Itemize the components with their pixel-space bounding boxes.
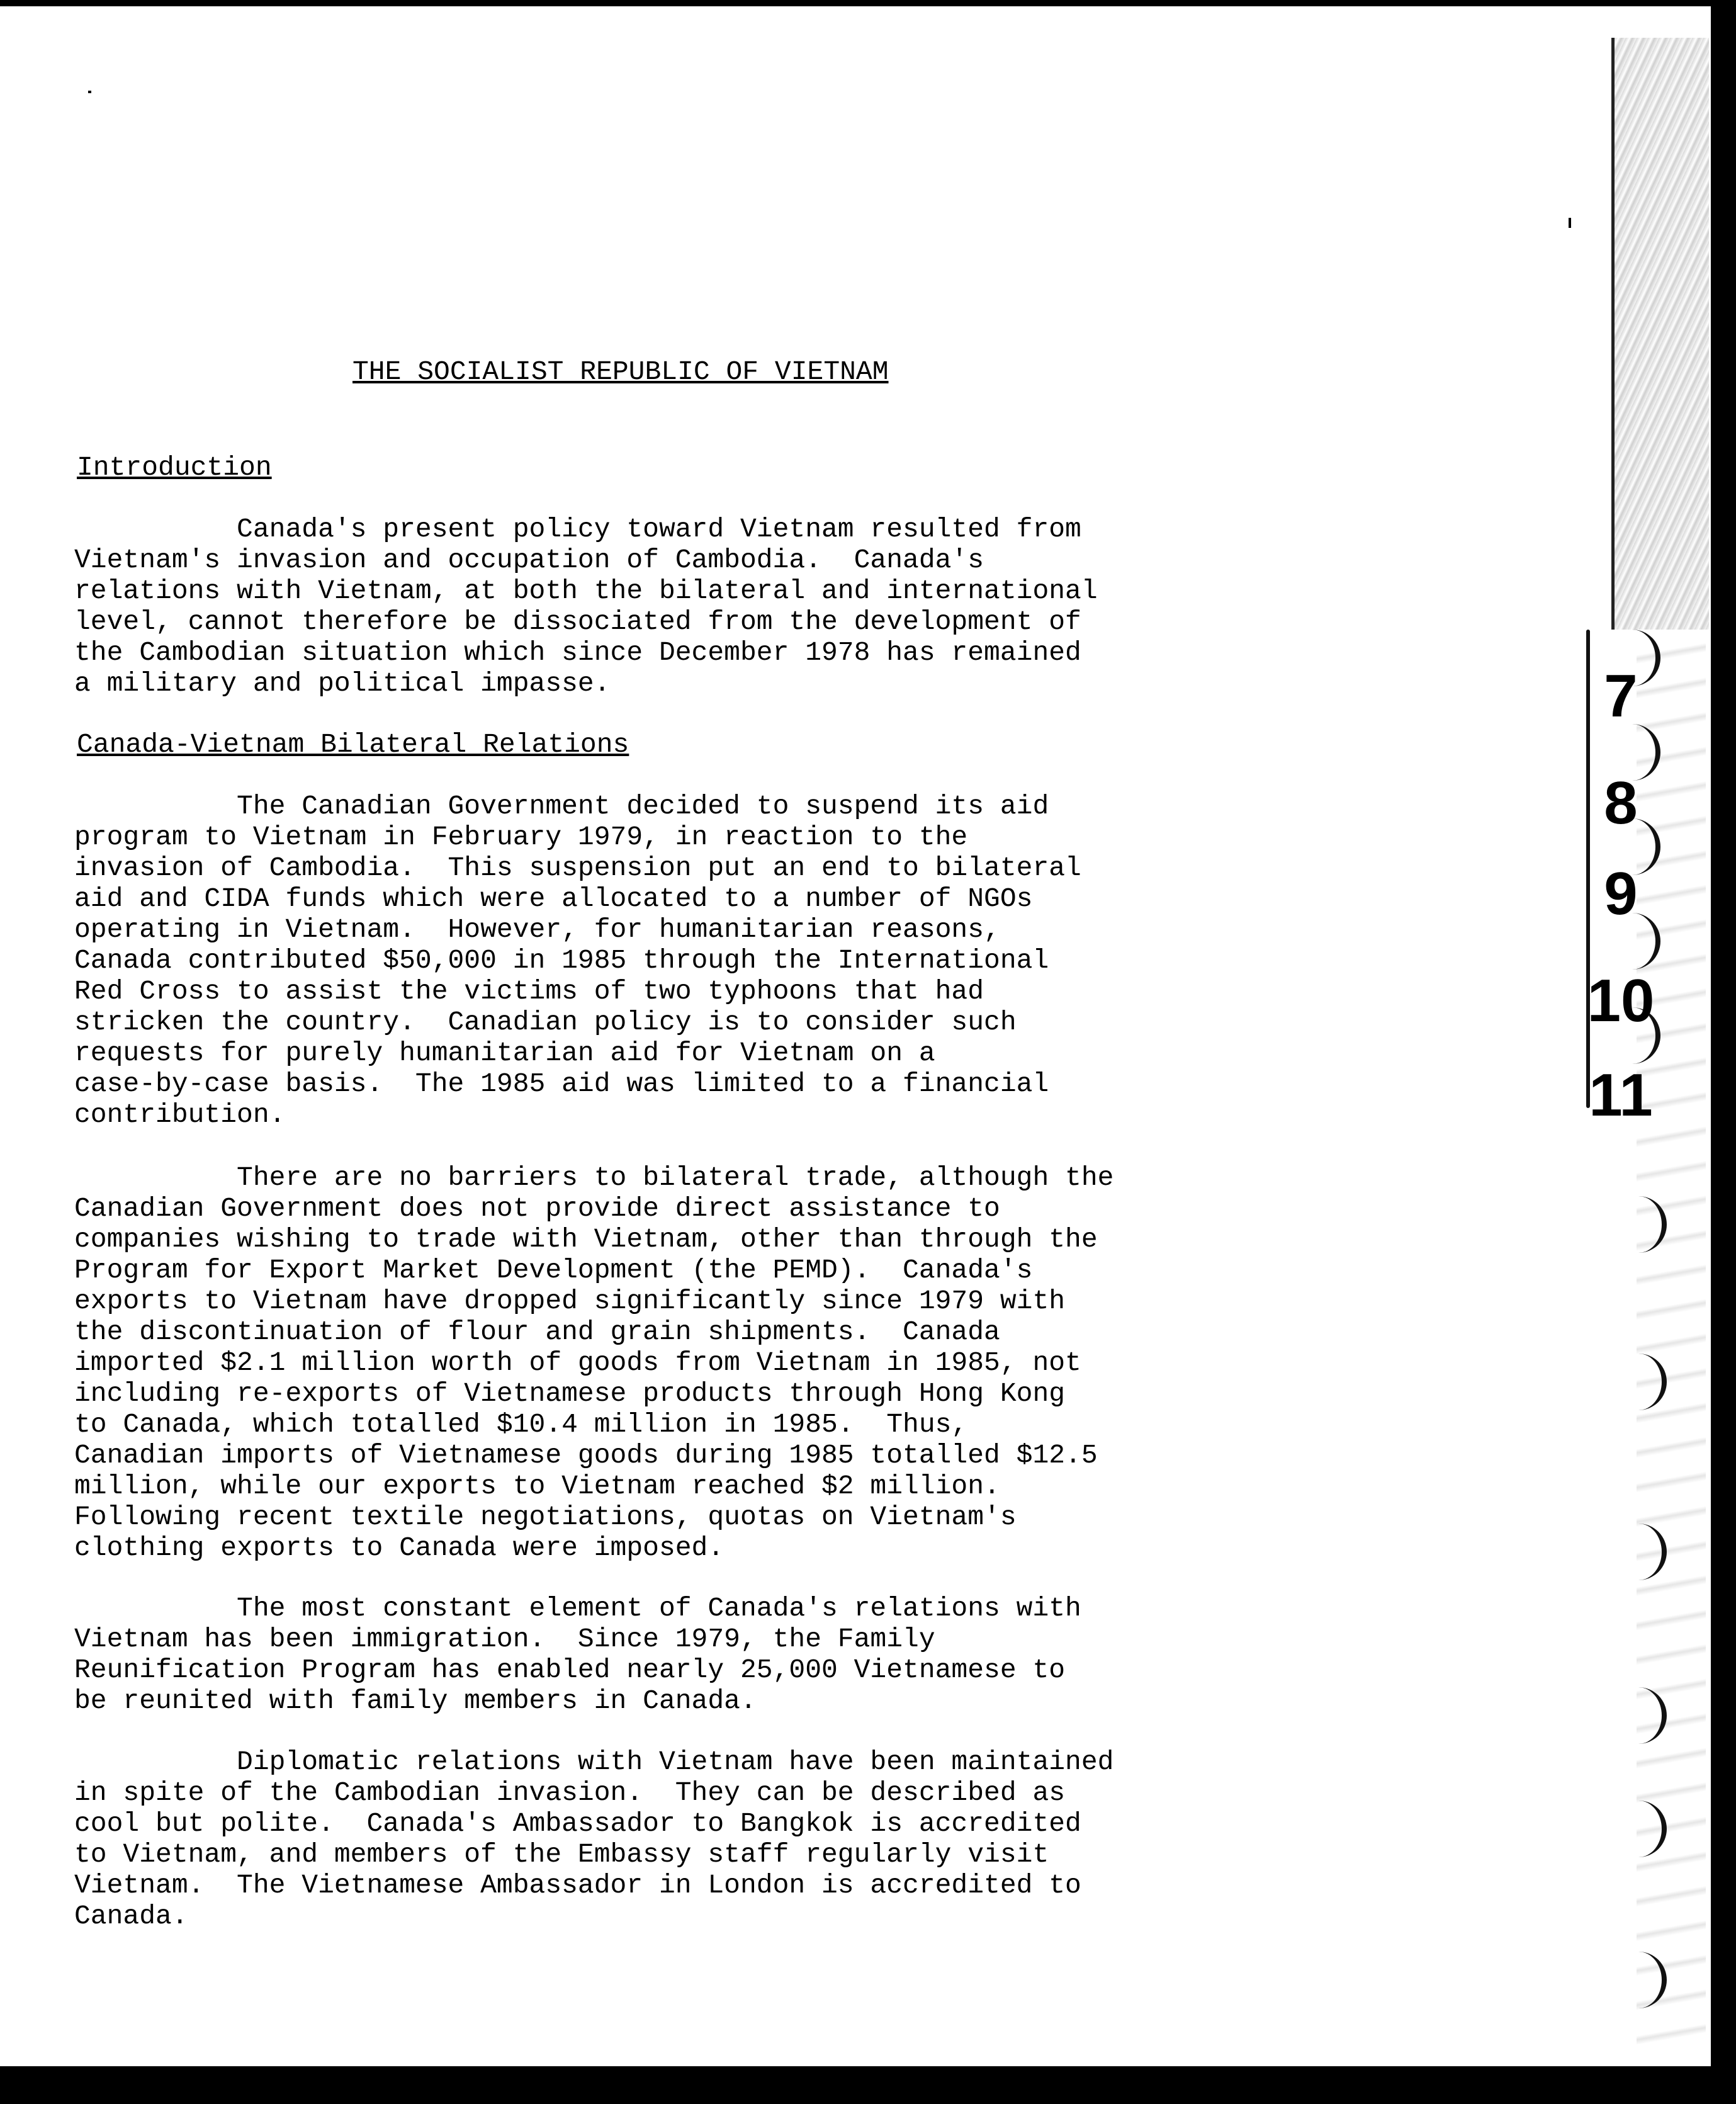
paragraph [74, 791, 1270, 1130]
tab-number-10: 10 [1587, 967, 1655, 1034]
text-line: Canadian imports of Vietnamese goods during 1985 totalled $12.5 [74, 1440, 1098, 1471]
text-line: Vietnam's invasion and occupation of Cambodia. Canada's [74, 545, 984, 575]
text-line: million, while our exports to Vietnam reached $2 million. [74, 1471, 1000, 1502]
text-line: Reunification Program has enabled nearly 25,000 Vietnamese to [74, 1654, 1066, 1685]
text-line: Canadian Government does not provide direct assistance to [74, 1193, 1000, 1224]
text-line: Red Cross to assist the victims of two typhoons that had [74, 976, 984, 1007]
text-line: exports to Vietnam have dropped significantly since 1979 with [74, 1286, 1066, 1316]
scan-speck [1569, 218, 1571, 228]
text-line: Vietnam. The Vietnamese Ambassador in London is accredited to [74, 1870, 1081, 1901]
document-title: THE SOCIALIST REPUBLIC OF VIETNAM [352, 356, 889, 387]
text-line: Canada contributed $50,000 in 1985 through the International [74, 945, 1049, 976]
text-line: invasion of Cambodia. This suspension put an end to bilateral [74, 852, 1081, 883]
tab-divider-shading [1611, 38, 1709, 630]
text-line: level, cannot therefore be dissociated from the development of [74, 606, 1081, 637]
section-heading-bilateral-relations: Canada-Vietnam Bilateral Relations [77, 729, 629, 760]
text-line: be reunited with family members in Canada. [74, 1685, 757, 1716]
text-line: a military and political impasse. [74, 668, 611, 699]
text-line: the Cambodian situation which since December 1978 has remained [74, 637, 1081, 668]
text-line: to Canada, which totalled $10.4 million in 1985. Thus, [74, 1409, 968, 1440]
paragraph [74, 1162, 1270, 1563]
tab-number-11: 11 [1589, 1061, 1653, 1129]
text-line: operating in Vietnam. However, for humanitarian reasons, [74, 914, 1000, 945]
text-line: The Canadian Government decided to suspend its aid [74, 791, 1049, 822]
text-line: stricken the country. Canadian policy is to consider such [74, 1007, 1017, 1038]
tab-number-9: 9 [1604, 860, 1638, 927]
section-heading-introduction: Introduction [77, 452, 272, 483]
text-line: Following recent textile negotiations, quotas on Vietnam's [74, 1502, 1017, 1532]
text-line: Diplomatic relations with Vietnam have been maintained [74, 1746, 1114, 1777]
text-line: relations with Vietnam, at both the bilateral and international [74, 575, 1098, 606]
text-line: program to Vietnam in February 1979, in reaction to the [74, 822, 968, 852]
text-line: requests for purely humanitarian aid for Vietnam on a [74, 1038, 935, 1068]
tab-number-8: 8 [1604, 769, 1638, 837]
paragraph [74, 1593, 1270, 1716]
paragraph [74, 1746, 1270, 1931]
text-line: The most constant element of Canada's relations with [74, 1593, 1081, 1624]
text-line: companies wishing to trade with Vietnam, other than through the [74, 1224, 1098, 1255]
text-line: Canada. [74, 1901, 188, 1931]
text-line: to Vietnam, and members of the Embassy staff regularly visit [74, 1839, 1049, 1870]
scan-border-top [0, 0, 1736, 6]
tab-number-7: 7 [1604, 662, 1638, 730]
text-line: Canada's present policy toward Vietnam resulted from [74, 514, 1081, 545]
text-line: contribution. [74, 1099, 286, 1130]
text-line: aid and CIDA funds which were allocated to a number of NGOs [74, 883, 1033, 914]
scan-border-right [1711, 0, 1736, 2104]
text-line: Program for Export Market Development (the PEMD). Canada's [74, 1255, 1033, 1286]
paragraph [74, 514, 1270, 699]
text-line: imported $2.1 million worth of goods from Vietnam in 1985, not [74, 1347, 1081, 1378]
text-line: cool but polite. Canada's Ambassador to Bangkok is accredited [74, 1808, 1081, 1839]
text-line: including re-exports of Vietnamese products through Hong Kong [74, 1378, 1066, 1409]
text-line: case-by-case basis. The 1985 aid was limited to a financial [74, 1068, 1049, 1099]
scan-speck [88, 91, 91, 93]
text-line: Vietnam has been immigration. Since 1979, the Family [74, 1624, 935, 1654]
text-line: in spite of the Cambodian invasion. They can be described as [74, 1777, 1066, 1808]
text-line: There are no barriers to bilateral trade, although the [74, 1162, 1114, 1193]
scan-border-bottom [0, 2066, 1736, 2104]
text-line: clothing exports to Canada were imposed. [74, 1532, 724, 1563]
text-line: the discontinuation of flour and grain shipments. Canada [74, 1316, 1000, 1347]
